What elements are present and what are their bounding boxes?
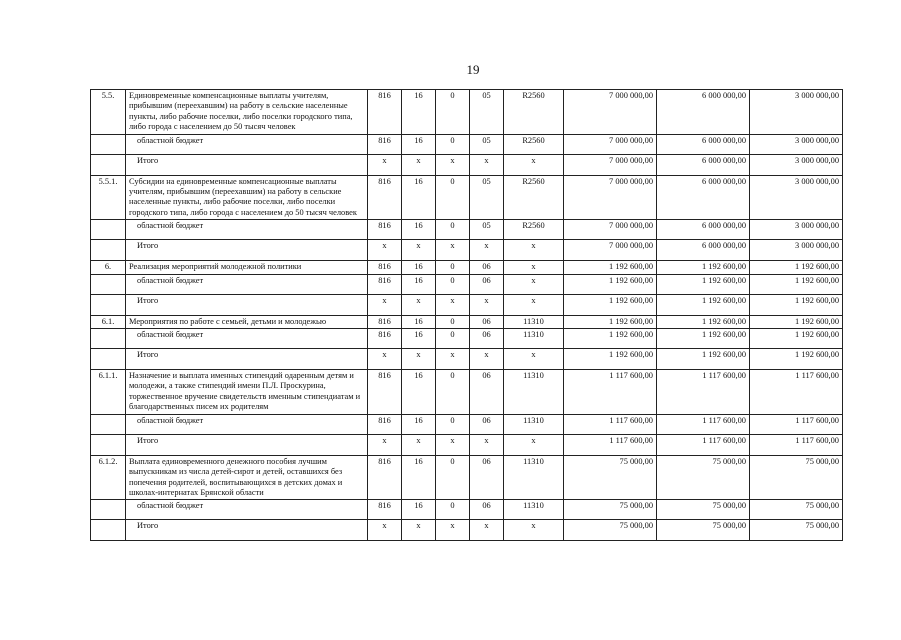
row-grbs-code: 816 — [368, 315, 402, 328]
row-amount-year1: 75 000,00 — [564, 520, 657, 541]
row-grbs-code: 816 — [368, 134, 402, 154]
row-amount-year1: 7 000 000,00 — [564, 240, 657, 261]
row-section-code: 16 — [402, 261, 436, 274]
row-grbs-code: 816 — [368, 220, 402, 240]
row-program-code: 06 — [470, 274, 504, 294]
row-amount-year2: 1 192 600,00 — [657, 294, 750, 315]
row-section-code: х — [402, 240, 436, 261]
row-name: Итого — [126, 294, 368, 315]
row-name: Субсидии на единовременные компенсационные выплаты учителям, прибывшим (переехавшим) на работу в сельские населенные пункты, либо рабочие поселки, либо поселки городского типа, либо города с населением до 50 тысяч человек — [126, 175, 368, 220]
row-name: областной бюджет — [126, 220, 368, 240]
row-amount-year1: 75 000,00 — [564, 455, 657, 500]
row-amount-year1: 7 000 000,00 — [564, 154, 657, 175]
row-program-code: 05 — [470, 220, 504, 240]
row-name: областной бюджет — [126, 414, 368, 434]
row-amount-year3: 75 000,00 — [750, 520, 843, 541]
row-expense-code: х — [504, 349, 564, 370]
row-amount-year1: 1 192 600,00 — [564, 349, 657, 370]
row-expense-code: 11310 — [504, 414, 564, 434]
table-row — [91, 455, 843, 500]
row-number — [91, 329, 126, 349]
row-name: Выплата единовременного денежного пособия лучшим выпускникам из числа детей-сирот и детей, оставшихся без попечения родителей, воспитывающихся в детских домах и школах-интернатах Брянской области — [126, 455, 368, 500]
row-grbs-code: 816 — [368, 329, 402, 349]
table-row — [91, 175, 843, 220]
row-name: Итого — [126, 154, 368, 175]
table-row-total — [91, 434, 843, 455]
row-number: 6.1.1. — [91, 370, 126, 415]
row-number — [91, 220, 126, 240]
row-amount-year1: 1 192 600,00 — [564, 274, 657, 294]
row-grbs-code: х — [368, 154, 402, 175]
table-row-total — [91, 240, 843, 261]
row-amount-year3: 75 000,00 — [750, 455, 843, 500]
row-section-code: х — [402, 349, 436, 370]
row-program-code: х — [470, 294, 504, 315]
row-name: Мероприятия по работе с семьей, детьми и молодежью — [126, 315, 368, 328]
row-subsection-code: х — [436, 520, 470, 541]
row-subsection-code: 0 — [436, 500, 470, 520]
row-program-code: х — [470, 349, 504, 370]
row-amount-year3: 1 192 600,00 — [750, 261, 843, 274]
budget-table-body — [91, 90, 843, 541]
row-subsection-code: 0 — [436, 455, 470, 500]
row-amount-year3: 1 117 600,00 — [750, 434, 843, 455]
row-amount-year3: 3 000 000,00 — [750, 175, 843, 220]
row-amount-year2: 1 192 600,00 — [657, 349, 750, 370]
row-section-code: 16 — [402, 329, 436, 349]
row-section-code: х — [402, 154, 436, 175]
row-amount-year2: 1 192 600,00 — [657, 261, 750, 274]
row-amount-year2: 75 000,00 — [657, 520, 750, 541]
row-grbs-code: 816 — [368, 370, 402, 415]
row-name: Итого — [126, 240, 368, 261]
row-section-code: 16 — [402, 134, 436, 154]
row-amount-year3: 3 000 000,00 — [750, 240, 843, 261]
row-section-code: х — [402, 520, 436, 541]
row-program-code: 05 — [470, 175, 504, 220]
row-number: 5.5.1. — [91, 175, 126, 220]
row-subsection-code: х — [436, 154, 470, 175]
row-expense-code: х — [504, 520, 564, 541]
row-name: Итого — [126, 520, 368, 541]
row-number — [91, 414, 126, 434]
row-amount-year2: 6 000 000,00 — [657, 175, 750, 220]
row-number — [91, 240, 126, 261]
table-row-total — [91, 154, 843, 175]
row-expense-code: х — [504, 434, 564, 455]
row-amount-year1: 75 000,00 — [564, 500, 657, 520]
row-amount-year3: 1 192 600,00 — [750, 294, 843, 315]
row-subsection-code: 0 — [436, 370, 470, 415]
row-grbs-code: 816 — [368, 414, 402, 434]
row-name: областной бюджет — [126, 274, 368, 294]
row-amount-year2: 1 192 600,00 — [657, 274, 750, 294]
row-program-code: 06 — [470, 261, 504, 274]
row-grbs-code: 816 — [368, 500, 402, 520]
row-amount-year3: 1 192 600,00 — [750, 329, 843, 349]
row-program-code: х — [470, 154, 504, 175]
row-subsection-code: х — [436, 349, 470, 370]
row-section-code: 16 — [402, 500, 436, 520]
page-number: 19 — [466, 62, 480, 77]
row-name: областной бюджет — [126, 500, 368, 520]
row-amount-year2: 1 192 600,00 — [657, 315, 750, 328]
row-program-code: 05 — [470, 134, 504, 154]
row-program-code: 06 — [470, 455, 504, 500]
row-amount-year3: 1 117 600,00 — [750, 370, 843, 415]
row-amount-year1: 1 117 600,00 — [564, 434, 657, 455]
table-row-budget-source — [91, 220, 843, 240]
row-amount-year3: 1 192 600,00 — [750, 315, 843, 328]
row-expense-code: 11310 — [504, 315, 564, 328]
row-amount-year3: 3 000 000,00 — [750, 134, 843, 154]
row-subsection-code: 0 — [436, 329, 470, 349]
row-expense-code: х — [504, 261, 564, 274]
row-section-code: 16 — [402, 370, 436, 415]
row-amount-year1: 7 000 000,00 — [564, 175, 657, 220]
table-row-budget-source — [91, 500, 843, 520]
row-expense-code: 11310 — [504, 370, 564, 415]
row-subsection-code: х — [436, 240, 470, 261]
row-subsection-code: 0 — [436, 274, 470, 294]
row-amount-year2: 6 000 000,00 — [657, 220, 750, 240]
row-number — [91, 434, 126, 455]
row-program-code: 06 — [470, 329, 504, 349]
table-row — [91, 315, 843, 328]
row-amount-year1: 1 192 600,00 — [564, 294, 657, 315]
row-section-code: 16 — [402, 175, 436, 220]
table-row-total — [91, 349, 843, 370]
table-row-budget-source — [91, 329, 843, 349]
row-amount-year1: 1 117 600,00 — [564, 370, 657, 415]
row-grbs-code: 816 — [368, 455, 402, 500]
table-row — [91, 261, 843, 274]
row-program-code: 06 — [470, 370, 504, 415]
row-expense-code: 11310 — [504, 329, 564, 349]
row-expense-code: х — [504, 154, 564, 175]
row-amount-year1: 7 000 000,00 — [564, 220, 657, 240]
row-name: Итого — [126, 434, 368, 455]
row-name: Реализация мероприятий молодежной политики — [126, 261, 368, 274]
row-number — [91, 134, 126, 154]
table-row-budget-source — [91, 134, 843, 154]
row-subsection-code: 0 — [436, 315, 470, 328]
table-row-total — [91, 520, 843, 541]
row-amount-year3: 3 000 000,00 — [750, 90, 843, 135]
row-name: областной бюджет — [126, 329, 368, 349]
row-grbs-code: х — [368, 240, 402, 261]
row-amount-year2: 1 117 600,00 — [657, 414, 750, 434]
row-number — [91, 500, 126, 520]
row-section-code: 16 — [402, 315, 436, 328]
table-row — [91, 90, 843, 135]
row-grbs-code: 816 — [368, 90, 402, 135]
row-amount-year2: 6 000 000,00 — [657, 134, 750, 154]
row-amount-year3: 3 000 000,00 — [750, 154, 843, 175]
row-amount-year1: 1 117 600,00 — [564, 414, 657, 434]
row-amount-year3: 1 117 600,00 — [750, 414, 843, 434]
row-section-code: 16 — [402, 414, 436, 434]
row-grbs-code: х — [368, 434, 402, 455]
row-subsection-code: 0 — [436, 261, 470, 274]
row-amount-year2: 1 117 600,00 — [657, 434, 750, 455]
row-expense-code: 11310 — [504, 455, 564, 500]
row-grbs-code: х — [368, 349, 402, 370]
row-amount-year3: 3 000 000,00 — [750, 220, 843, 240]
row-amount-year1: 1 192 600,00 — [564, 261, 657, 274]
row-grbs-code: х — [368, 520, 402, 541]
row-subsection-code: х — [436, 294, 470, 315]
row-amount-year2: 6 000 000,00 — [657, 240, 750, 261]
budget-table — [90, 89, 843, 541]
row-amount-year1: 1 192 600,00 — [564, 315, 657, 328]
row-amount-year1: 7 000 000,00 — [564, 134, 657, 154]
row-amount-year3: 75 000,00 — [750, 500, 843, 520]
row-grbs-code: х — [368, 294, 402, 315]
row-amount-year1: 7 000 000,00 — [564, 90, 657, 135]
row-program-code: х — [470, 520, 504, 541]
row-number — [91, 294, 126, 315]
row-amount-year3: 1 192 600,00 — [750, 274, 843, 294]
row-section-code: 16 — [402, 220, 436, 240]
row-number: 6.1. — [91, 315, 126, 328]
row-name: Назначение и выплата именных стипендий одаренным детям и молодежи, а также стипендий имени П.Л. Проскурина, торжественное вручение свидетельств именным стипендиатам и благодарственных писем их родителям — [126, 370, 368, 415]
row-expense-code: R2560 — [504, 175, 564, 220]
row-subsection-code: 0 — [436, 134, 470, 154]
row-amount-year2: 1 192 600,00 — [657, 329, 750, 349]
row-number: 6. — [91, 261, 126, 274]
row-name: Итого — [126, 349, 368, 370]
row-program-code: 05 — [470, 90, 504, 135]
row-number — [91, 349, 126, 370]
row-expense-code: 11310 — [504, 500, 564, 520]
row-subsection-code: 0 — [436, 175, 470, 220]
row-program-code: х — [470, 434, 504, 455]
row-number: 5.5. — [91, 90, 126, 135]
row-name: областной бюджет — [126, 134, 368, 154]
table-row — [91, 370, 843, 415]
row-program-code: 06 — [470, 500, 504, 520]
row-number — [91, 520, 126, 541]
row-expense-code: х — [504, 274, 564, 294]
table-row-budget-source — [91, 414, 843, 434]
row-expense-code: R2560 — [504, 220, 564, 240]
row-number: 6.1.2. — [91, 455, 126, 500]
row-section-code: 16 — [402, 274, 436, 294]
row-grbs-code: 816 — [368, 274, 402, 294]
table-row-total — [91, 294, 843, 315]
row-amount-year2: 6 000 000,00 — [657, 154, 750, 175]
row-expense-code: х — [504, 240, 564, 261]
row-section-code: х — [402, 294, 436, 315]
row-subsection-code: х — [436, 434, 470, 455]
table-row-budget-source — [91, 274, 843, 294]
row-number — [91, 154, 126, 175]
row-amount-year2: 75 000,00 — [657, 500, 750, 520]
row-subsection-code: 0 — [436, 220, 470, 240]
row-grbs-code: 816 — [368, 175, 402, 220]
row-amount-year2: 1 117 600,00 — [657, 370, 750, 415]
row-section-code: х — [402, 434, 436, 455]
row-section-code: 16 — [402, 90, 436, 135]
row-amount-year2: 6 000 000,00 — [657, 90, 750, 135]
row-number — [91, 274, 126, 294]
row-expense-code: R2560 — [504, 90, 564, 135]
row-amount-year2: 75 000,00 — [657, 455, 750, 500]
row-amount-year1: 1 192 600,00 — [564, 329, 657, 349]
row-amount-year3: 1 192 600,00 — [750, 349, 843, 370]
row-expense-code: R2560 — [504, 134, 564, 154]
row-subsection-code: 0 — [436, 90, 470, 135]
row-subsection-code: 0 — [436, 414, 470, 434]
row-grbs-code: 816 — [368, 261, 402, 274]
row-name: Единовременные компенсационные выплаты учителям, прибывшим (переехавшим) на работу в сельские населенные пункты, либо рабочие поселки, либо поселки городского типа, либо города с населением до 50 тысяч человек — [126, 90, 368, 135]
row-section-code: 16 — [402, 455, 436, 500]
row-program-code: 06 — [470, 414, 504, 434]
row-program-code: 06 — [470, 315, 504, 328]
row-program-code: х — [470, 240, 504, 261]
row-expense-code: х — [504, 294, 564, 315]
